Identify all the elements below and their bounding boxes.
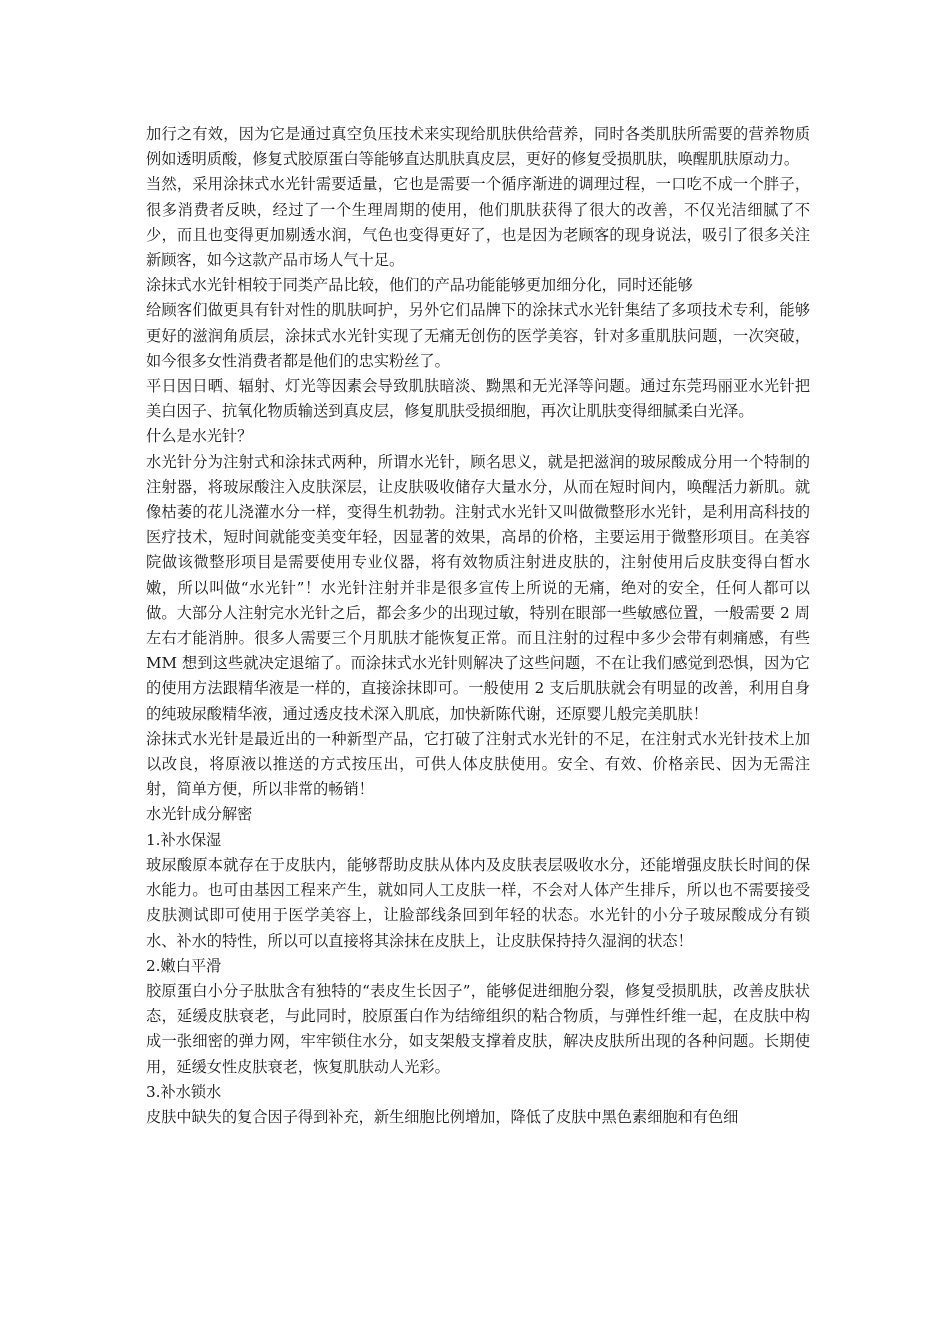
paragraph-collagen: 胶原蛋白小分子肽肽含有独特的“表皮生长因子”，能够促进细胞分裂，修复受损肌肤，改善皮肤状态，延缓皮肤衰老，与此同时，胶原蛋白作为结缔组织的粘合物质，与弹性纤维一起，在皮肤中构成一张细密的弹力网，牢牢锁住水分，如支架般支撑着皮肤，解决皮肤所出现的各种问题。长期使用，延缓女性皮肤衰老，恢复肌肤动人光彩。: [146, 981, 810, 1076]
paragraph-hyaluronic-acid: 玻尿酸原本就存在于皮肤内，能够帮助皮肤从体内及皮肤表层吸收水分，还能增强皮肤长时间的保水能力。也可由基因工程来产生，就如同人工皮肤一样，不会对人体产生排斥，所以也不需要接受皮肤测试即可使用于医学美容上，让脸部线条回到年轻的状态。水光针的小分子玻尿酸成分有锁水、补水的特性，所以可以直接将其涂抹在皮肤上，让皮肤保持持久湿润的状态！: [146, 855, 810, 950]
paragraph-proper-usage: 当然，采用涂抹式水光针需要适量，它也是需要一个循序渐进的调理过程，一口吃不成一个胖子，很多消费者反映，经过了一个生理周期的使用，他们肌肤获得了很大的改善，不仅光洁细腻了不少，而且也变得更加剔透水润，气色也变得更好了，也是因为老顾客的现身说法，吸引了很多关注新顾客，如今这款产品市场人气十足。: [146, 175, 810, 270]
heading-ingredients: 水光针成分解密: [146, 805, 253, 824]
paragraph-intro-continuation: 加行之有效，因为它是通过真空负压技术来实现给肌肤供给营养，同时各类肌肤所需要的营养物质例如透明质酸，修复式胶原蛋白等能够直达肌肤真皮层，更好的修复受损肌肤，唤醒肌肤原动力。: [146, 125, 810, 169]
heading-what-is: 什么是水光针？: [146, 427, 253, 446]
paragraph-whitening: 平日因日晒、辐射、灯光等因素会导致肌肤暗淡、黝黑和无光泽等问题。通过东莞玛丽亚水光针把美白因子、抗氧化物质输送到真皮层，修复肌肤受损细胞，再次让肌肤变得细腻柔白光泽。: [146, 377, 810, 421]
paragraph-targeted-care: 给顾客们做更具有针对性的肌肤呵护，另外它们品牌下的涂抹式水光针集结了多项技术专利，能够更好的滋润角质层，涂抹式水光针实现了无痛无创伤的医学美容，针对多重肌肤问题，一次突破，如今很多女性消费者都是他们的忠实粉丝了。: [146, 301, 810, 370]
heading-lock-moisture: 3.补水锁水: [146, 1082, 222, 1101]
paragraph-topical-new-product: 涂抹式水光针是最近出的一种新型产品，它打破了注射式水光针的不足，在注射式水光针技术上加以改良，将原液以推送的方式按压出，可供人体皮肤使用。安全、有效、价格亲民、因为无需注射，简单方便，所以非常的畅销！: [146, 729, 810, 799]
paragraph-comparison: 涂抹式水光针相较于同类产品比较，他们的产品功能能够更加细分化，同时还能够: [146, 276, 693, 295]
heading-hydrating: 1.补水保湿: [146, 830, 222, 849]
paragraph-complex-factors: 皮肤中缺失的复合因子得到补充，新生细胞比例增加，降低了皮肤中黑色素细胞和有色细: [146, 1107, 739, 1126]
heading-whitening-smooth: 2.嫩白平滑: [146, 956, 222, 975]
paragraph-types-explained: 水光针分为注射式和涂抹式两种，所谓水光针，顾名思义，就是把滋润的玻尿酸成分用一个特制的注射器，将玻尿酸注入皮肤深层，让皮肤吸收储存大量水分，从而在短时间内，唤醒活力新肌。就像枯萎的花儿浇灌水分一样，变得生机勃勃。注射式水光针又叫做微整形水光针，是利用高科技的医疗技术，短时间就能变美变年轻，因显著的效果，高昂的价格，主要运用于微整形项目。在美容院做该微整形项目是需要使用专业仪器，将有效物质注射进皮肤的，注射使用后皮肤变得白皙水嫩，所以叫做“水光针”！水光针注射并非是很多宣传上所说的无痛，绝对的安全，任何人都可以做。大部分人注射完水光针之后，都会多少的出现过敏，特别在眼部一些敏感位置，一般需要 2 周左右才能消肿。很多人需要三个月肌肤才能恢复正常。而且注射的过程中多少会带有刺痛感，有些 MM 想到这些就决定退缩了。而涂抹式水光针则解决了这些问题，不在让我们感觉到恐惧，因为它的使用方法跟精华液是一样的，直接涂抹即可。一般使用 2 支后肌肤就会有明显的改善，利用自身的纯玻尿酸精华液，通过透皮技术深入肌底，加快新陈代谢，还原婴儿般完美肌肤！: [146, 452, 810, 723]
document-body: [146, 122, 810, 1130]
